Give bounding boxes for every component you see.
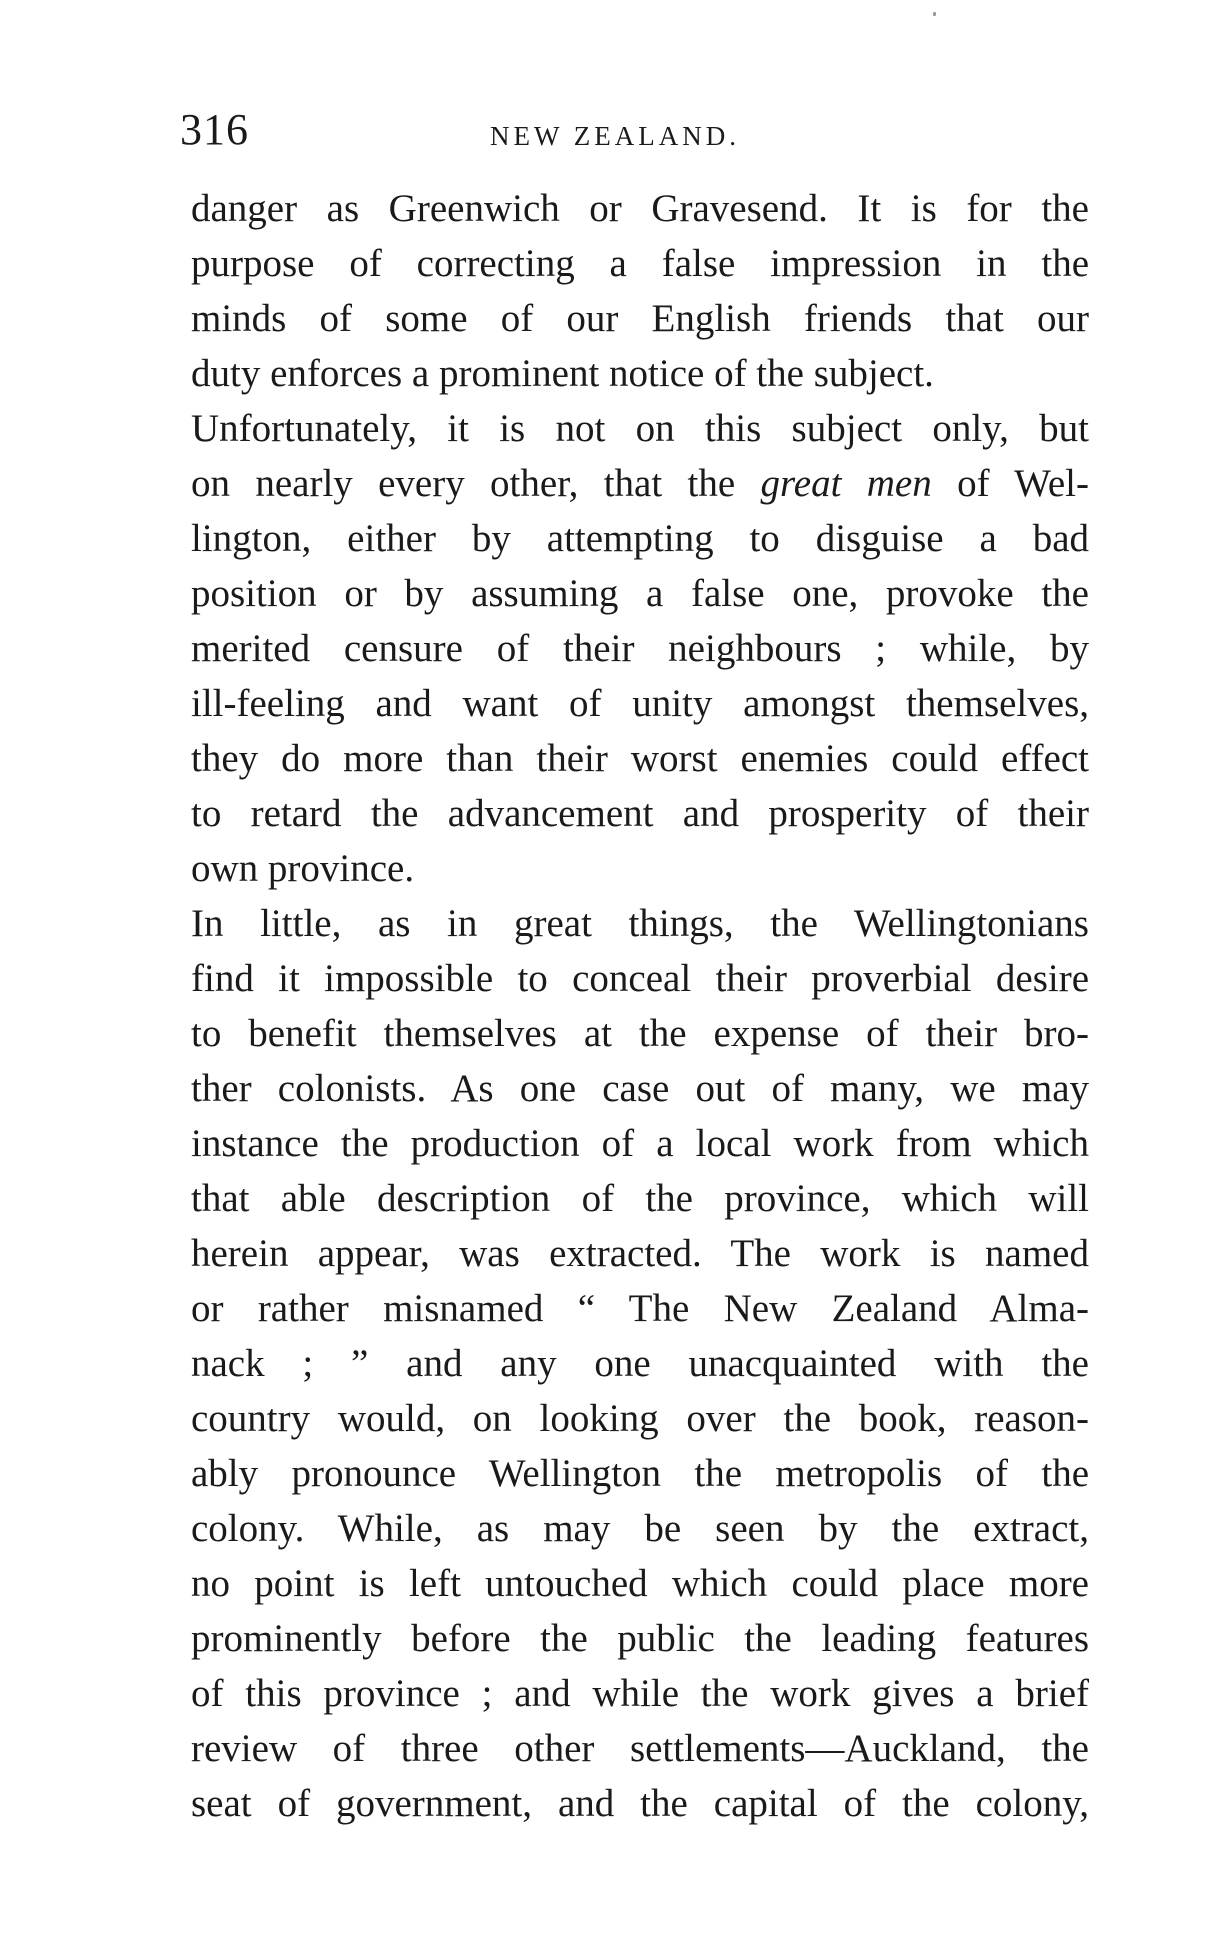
text-line: own province. (191, 847, 415, 890)
text-line: instance the production of a local work from which (191, 1122, 1089, 1165)
text-line: find it impossible to conceal their proverbial desire (191, 957, 1089, 1000)
page-header (170, 100, 1100, 160)
text-line: prominently before the public the leading features (191, 1617, 1089, 1660)
text-line: ther colonists. As one case out of many, we may (191, 1067, 1089, 1110)
text-line: seat of government, and the capital of the colony, (191, 1782, 1089, 1825)
text-line: nack ; ” and any one unacquainted with the (191, 1342, 1089, 1385)
text-line: or rather misnamed “ The New Zealand Alma- (191, 1287, 1089, 1330)
text-line: danger as Greenwich or Gravesend. It is for the (191, 187, 1089, 230)
print-speck (933, 12, 936, 16)
text-fragment: on nearly every other, that the (191, 462, 736, 505)
text-line: of this province ; and while the work gives a brief (191, 1672, 1089, 1715)
text-line: duty enforces a prominent notice of the subject. (191, 352, 934, 395)
text-line: lington, either by attempting to disguise a bad (191, 517, 1089, 560)
text-line: colony. While, as may be seen by the extract, (191, 1507, 1089, 1550)
text-line: review of three other settlements—Auckland, the (191, 1727, 1089, 1770)
running-title: NEW ZEALAND. (490, 121, 740, 151)
text-line: minds of some of our English friends that our (191, 297, 1089, 340)
page-number: 316 (180, 105, 249, 154)
text-line: herein appear, was extracted. The work is named (191, 1232, 1089, 1275)
text-line: no point is left untouched which could place more (191, 1562, 1089, 1605)
text-line: they do more than their worst enemies could effect (191, 737, 1089, 780)
text-line: Unfortunately, it is not on this subject only, but (191, 407, 1089, 450)
text-line: purpose of correcting a false impression in the (191, 242, 1089, 285)
body-text (191, 181, 1089, 1831)
text-line: position or by assuming a false one, provoke the (191, 572, 1089, 615)
text-line: that able description of the province, which will (191, 1177, 1089, 1220)
text-line: ill-feeling and want of unity amongst themselves, (191, 682, 1089, 725)
text-line: In little, as in great things, the Wellingtonians (191, 902, 1089, 945)
text-fragment: of Wel- (957, 462, 1090, 505)
text-line-with-italic (191, 456, 1089, 511)
text-line: country would, on looking over the book, reason- (191, 1397, 1089, 1440)
text-line: ably pronounce Wellington the metropolis of the (191, 1452, 1089, 1495)
text-line: to benefit themselves at the expense of their bro- (191, 1012, 1089, 1055)
text-line: merited censure of their neighbours ; while, by (191, 627, 1089, 670)
text-line: to retard the advancement and prosperity of their (191, 792, 1089, 835)
italic-phrase: great men (760, 462, 932, 505)
